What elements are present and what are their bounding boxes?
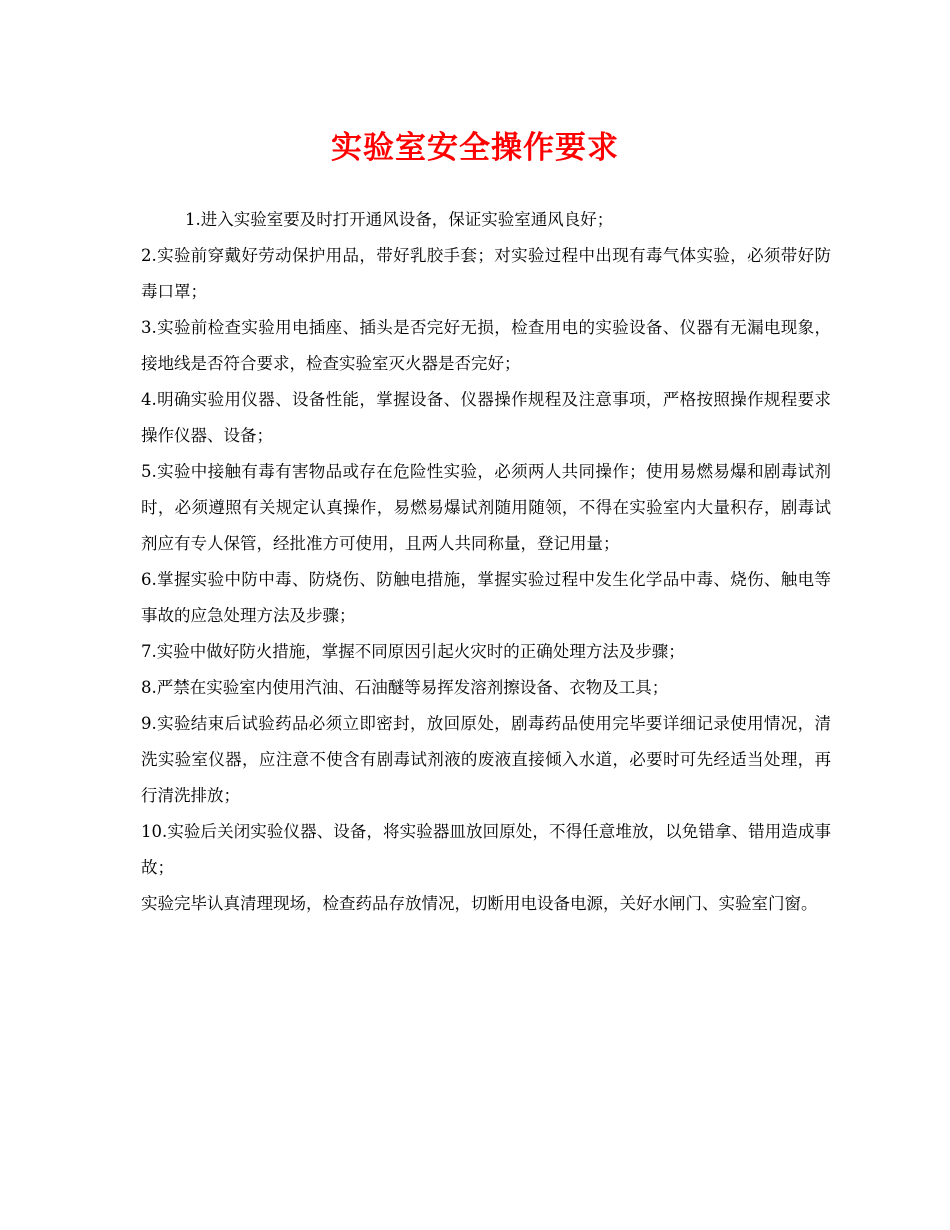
rule-item-3: 3.实验前检查实验用电插座、插头是否完好无损，检查用电的实验设备、仪器有无漏电现象，接地线是否符合要求，检查实验室灭火器是否完好； [141, 318, 831, 373]
rule-item-1: 1.进入实验室要及时打开通风设备，保证实验室通风良好； [185, 210, 614, 229]
rule-item-4: 4.明确实验用仪器、设备性能，掌握设备、仪器操作规程及注意事项，严格按照操作规程要求操作仪器、设备； [141, 390, 831, 445]
rule-item-9: 9.实验结束后试验药品必须立即密封，放回原处，剧毒药品使用完毕要详细记录使用情况，清洗实验室仪器，应注意不使含有剧毒试剂液的废液直接倾入水道，必要时可先经适当处理，再行清洗排放； [141, 714, 831, 805]
closing-paragraph: 实验完毕认真清理现场，检查药品存放情况，切断用电设备电源，关好水闸门、实验室门窗。 [141, 894, 818, 913]
rule-item-10: 10.实验后关闭实验仪器、设备，将实验器皿放回原处，不得任意堆放，以免错拿、错用造成事故； [141, 822, 831, 877]
rule-item-6: 6.掌握实验中防中毒、防烧伤、防触电措施，掌握实验过程中发生化学品中毒、烧伤、触电等事故的应急处理方法及步骤； [141, 570, 831, 625]
rule-item-5: 5.实验中接触有毒有害物品或存在危险性实验，必须两人共同操作；使用易燃易爆和剧毒试剂时，必须遵照有关规定认真操作，易燃易爆试剂随用随领，不得在实验室内大量积存，剧毒试剂应有专人保管，经批准方可使用，且两人共同称量，登记用量； [141, 462, 831, 553]
rule-item-7: 7.实验中做好防火措施，掌握不同原因引起火灾时的正确处理方法及步骤； [141, 642, 685, 661]
rule-item-2: 2.实验前穿戴好劳动保护用品，带好乳胶手套；对实验过程中出现有毒气体实验，必须带好防毒口罩； [141, 246, 831, 301]
rule-item-8: 8.严禁在实验室内使用汽油、石油醚等易挥发溶剂擦设备、衣物及工具； [141, 678, 669, 697]
document-body [141, 202, 831, 922]
document-title: 实验室安全操作要求 [331, 130, 619, 166]
